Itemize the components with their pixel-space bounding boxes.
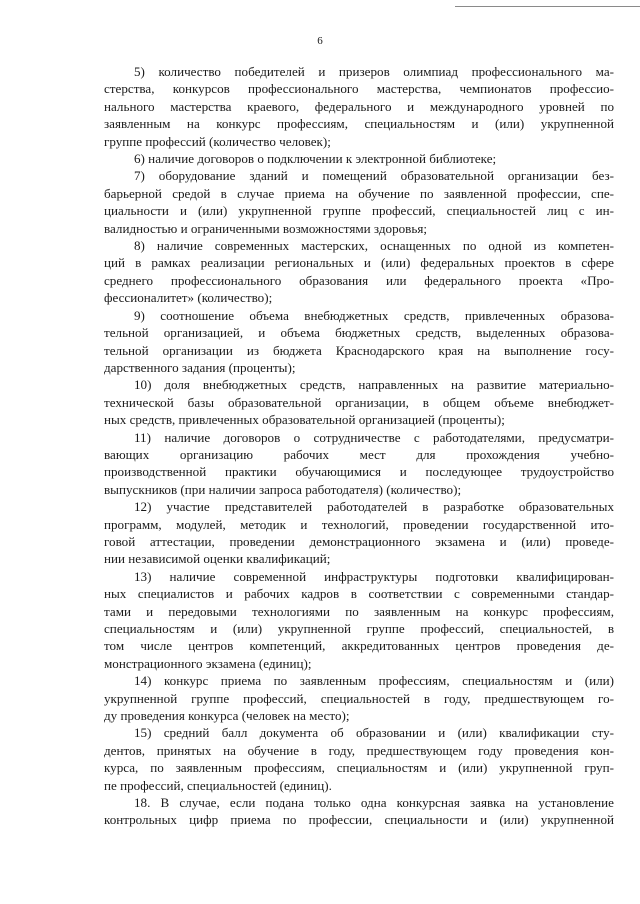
text-line: 8) наличие современных мастерских, оснащенных по одной из компетен- [134,238,614,254]
paragraph-p18 [104,794,614,829]
text-line: 5) количество победителей и призеров олимпиад профессионального ма- [134,64,614,79]
text-line: вающих организацию рабочих мест для прохождения учебно- [104,446,614,462]
text-line: нии независимой оценки квалификаций; [104,551,331,567]
paragraph-p12 [104,498,614,568]
paragraph-p6 [104,150,614,167]
text-line: производственной практики обучающимися и последующее трудоустройство [104,464,614,480]
paragraph-p7 [104,167,614,237]
text-line: 9) соотношение объема внебюджетных средств, привлеченных образова- [134,307,614,323]
text-line: валидностью и ограниченными возможностями здоровья; [104,220,427,236]
text-line: нального мастерства краевого, федерального и международного уровней по [104,98,614,114]
text-line: стерства, конкурсов профессионального мастерства, чемпионатов профессио- [104,81,614,97]
text-line: контрольных цифр приема по профессии, специальности и (или) укрупненной [104,812,614,828]
text-line: ных средств, привлеченных образовательной организацией (проценты); [104,412,505,428]
text-line: 11) наличие договоров о сотрудничестве с работодателями, предусматри- [134,429,614,445]
text-line: технической базы образовательной организации, в общем объеме внебюджет- [104,394,614,410]
text-line: 12) участие представителей работодателей в разработке образовательных [134,499,614,515]
text-line: специальностям и (или) укрупненной группе профессий, специальностей, в [104,621,614,636]
text-line: циальности и (или) укрупненной группе профессий, специальностей лиц с ин- [104,203,614,219]
text-line: программ, модулей, методик и технологий, проведении государственной ито- [104,516,614,532]
paragraph-p10 [104,376,614,428]
text-line: том числе центров компетенций, аккредитованных центров проведения де- [104,638,614,654]
text-line: тельной организации из бюджета Краснодарского края на выполнение госу- [104,342,614,358]
text-line: пе профессий, специальностей (единиц). [104,777,332,793]
paragraph-p5 [104,63,614,150]
text-line: выпускников (при наличии запроса работодателя) (количество); [104,481,462,497]
text-line: ций в рамках реализации региональных и (или) федеральных проектов в сфере [104,255,614,271]
paragraph-p13 [104,568,614,672]
scan-top-edge-line [455,6,640,7]
text-line: курса, по заявленным профессиям, специальностям и (или) укрупненной груп- [104,760,614,776]
text-line: монстрационного экзамена (единиц); [104,655,312,671]
text-line: заявленным на конкурс профессиям, специальностям и (или) укрупненной [104,116,614,132]
text-line: 7) оборудование зданий и помещений образовательной организации без- [134,168,614,184]
text-line: среднего профессионального образования или федерального проекта «Про- [104,272,614,288]
page-number: 6 [317,35,323,47]
paragraph-p8 [104,237,614,307]
text-line: 6) наличие договоров о подключении к электронной библиотеке; [134,151,497,167]
paragraph-p15 [104,724,614,794]
text-line: укрупненной группе профессий, специальностей в году, предшествующем го- [104,690,614,706]
text-line: 14) конкурс приема по заявленным профессиям, специальностям и (или) [134,673,614,689]
text-line: фессионалитет» (количество); [104,290,273,306]
paragraph-p14 [104,672,614,724]
text-line: 10) доля внебюджетных средств, направленных на развитие материально- [134,377,614,393]
paragraph-p11 [104,429,614,499]
text-line: 15) средний балл документа об образовании и (или) квалификации сту- [134,725,614,741]
text-line: дарственного задания (проценты); [104,359,296,375]
text-line: тельной организацией, и объема бюджетных средств, выделенных образова- [104,325,614,341]
document-body [104,63,614,829]
text-line: дентов, принятых на обучение в году, предшествующем году проведения кон- [104,742,614,758]
text-line: ных специалистов и рабочих кадров в соответствии с современными стандар- [104,586,614,602]
paragraph-p9 [104,307,614,377]
text-line: 18. В случае, если подана только одна конкурсная заявка на установление [134,795,614,811]
text-line: ду проведения конкурса (человек на место); [104,708,350,724]
text-line: тами и передовыми технологиями по заявленным на конкурс профессиям, [104,603,614,619]
text-line: говой аттестации, проведении демонстрационного экзамена и (или) проведе- [104,533,614,549]
text-line: 13) наличие современной инфраструктуры подготовки квалифицирован- [134,568,614,584]
text-line: группе профессий (количество человек); [104,133,331,149]
text-line: барьерной средой в случае приема на обучение по заявленной профессии, спе- [104,185,614,201]
